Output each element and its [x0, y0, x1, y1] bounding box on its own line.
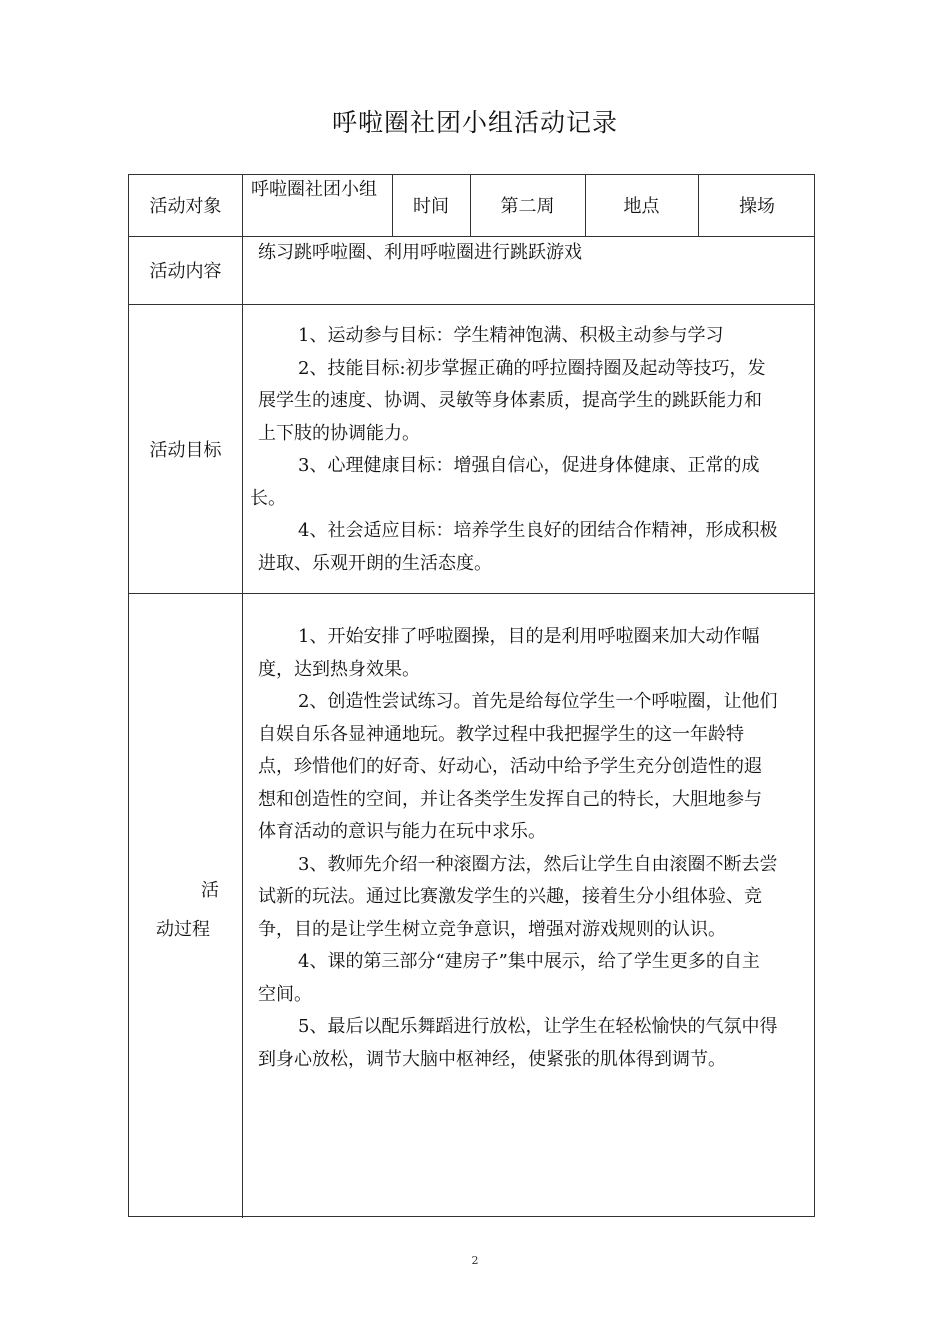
process-line: 体育活动的意识与能力在玩中求乐。: [258, 821, 546, 842]
process-line: 5、最后以配乐舞蹈进行放松，让学生在轻松愉快的气氛中得: [298, 1016, 778, 1037]
time-value: 第二周: [500, 196, 555, 217]
time-label: 时间: [413, 196, 449, 217]
process-line: 点，珍惜他们的好奇、好动心，活动中给予学生充分创造性的遐: [258, 756, 762, 777]
goals-line: 长。: [250, 487, 286, 509]
place-label: 地点: [623, 196, 660, 217]
process-text: [258, 621, 813, 1076]
goals-line: 上下肢的协调能力。: [258, 422, 420, 444]
process-line: 到身心放松，调节大脑中枢神经，使紧张的肌体得到调节。: [258, 1048, 726, 1070]
process-line: 争，目的是让学生树立竞争意识，增强对游戏规则的认识。: [258, 918, 726, 940]
process-label-part2: 动过程: [156, 919, 210, 940]
process-line: 2、创造性尝试练习。首先是给每位学生一个呼啦圈，让他们: [298, 691, 778, 712]
process-line: 4、课的第三部分“建房子”集中展示，给了学生更多的自主: [298, 951, 760, 972]
goals-line: 3、心理健康目标：增强自信心，促进身体健康、正常的成: [298, 455, 760, 476]
document-title: 呼啦圈社团小组活动记录: [331, 108, 618, 137]
target-label: 活动对象: [149, 196, 222, 217]
goals-line: 1、运动参与目标：学生精神饱满、积极主动参与学习: [298, 325, 724, 346]
goals-line: 2、技能目标:初步掌握正确的呼拉圈持圈及起动等技巧，发: [298, 357, 766, 379]
process-label-part1: 活: [201, 880, 219, 901]
process-line: 自娱自乐各显神通地玩。教学过程中我把握学生的这一年龄特: [258, 723, 744, 745]
goals-label: 活动目标: [149, 440, 222, 461]
process-line: 空间。: [258, 983, 312, 1005]
content-label: 活动内容: [149, 261, 222, 282]
place-value: 操场: [739, 196, 775, 217]
activity-record-table: [128, 174, 815, 1217]
column-divider: [242, 175, 243, 1218]
target-value: 呼啦圈社团小组: [251, 179, 377, 200]
row-divider: [129, 304, 814, 305]
page-number: 2: [471, 1254, 479, 1267]
process-line: 1、开始安排了呼啦圈操，目的是利用呼啦圈来加大动作幅: [298, 626, 760, 647]
process-line: 试新的玩法。通过比赛激发学生的兴趣，接着生分小组体验、竞: [258, 886, 762, 907]
process-line: 想和创造性的空间，并让各类学生发挥自己的特长，大胆地参与: [258, 788, 762, 810]
row-divider: [129, 593, 814, 594]
goals-line: 展学生的速度、协调、灵敏等身体素质，提高学生的跳跃能力和: [258, 390, 762, 411]
content-value: 练习跳呼啦圈、利用呼啦圈进行跳跃游戏: [258, 242, 582, 263]
process-line: 3、教师先介绍一种滚圈方法，然后让学生自由滚圈不断去尝: [298, 853, 778, 875]
row-divider: [129, 236, 814, 237]
goals-line: 进取、乐观开朗的生活态度。: [258, 552, 492, 574]
goals-line: 4、社会适应目标：培养学生良好的团结合作精神，形成积极: [298, 520, 778, 541]
process-line: 度，达到热身效果。: [258, 658, 420, 680]
goals-text: [250, 320, 813, 580]
